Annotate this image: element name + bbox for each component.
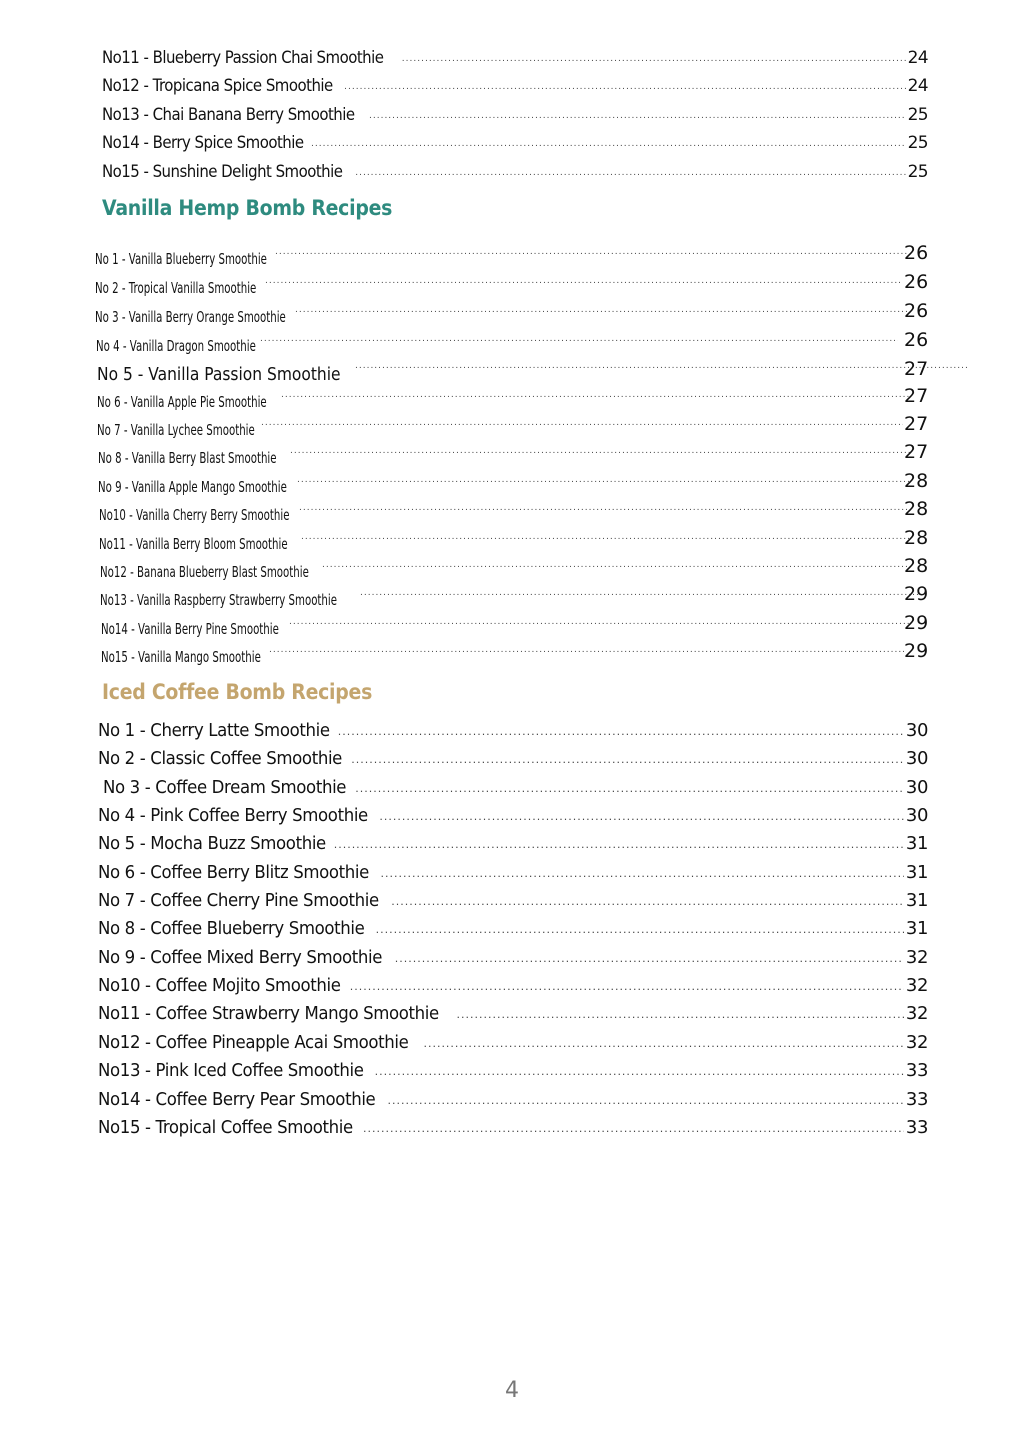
- toc-entry[interactable]: [98, 720, 928, 741]
- toc-entry[interactable]: [98, 805, 928, 826]
- toc-entry[interactable]: [101, 612, 929, 638]
- dot-leader: [289, 618, 911, 627]
- toc-entry-page: 28: [904, 470, 929, 492]
- toc-entry-page: 27: [904, 385, 929, 407]
- dot-leader: [388, 1095, 904, 1106]
- dot-leader: [363, 1123, 904, 1134]
- dot-leader: [395, 953, 904, 964]
- toc-entry[interactable]: [101, 640, 929, 666]
- toc-entry-page: 24: [907, 76, 928, 96]
- dot-leader: [355, 783, 904, 794]
- dot-leader: [355, 362, 969, 371]
- dot-leader: [260, 335, 898, 344]
- toc-entry-label: No 1 - Cherry Latte Smoothie: [98, 720, 330, 741]
- dot-leader: [375, 1066, 904, 1077]
- dot-leader: [351, 754, 904, 765]
- toc-entry-page: 26: [904, 242, 929, 264]
- toc-entry[interactable]: [97, 413, 929, 439]
- dot-leader: [344, 83, 905, 92]
- toc-entry[interactable]: [98, 748, 928, 769]
- toc-entry-page: 32: [905, 1032, 928, 1053]
- toc-entry[interactable]: [102, 48, 928, 68]
- toc-entry[interactable]: [95, 271, 929, 297]
- toc-entry-label: No15 - Sunshine Delight Smoothie: [102, 162, 343, 182]
- toc-entry-label: No 8 - Vanilla Berry Blast Smoothie: [98, 449, 277, 467]
- toc-entry[interactable]: [102, 133, 928, 153]
- toc-entry[interactable]: [98, 1003, 928, 1024]
- toc-entry[interactable]: [96, 329, 929, 355]
- toc-entry[interactable]: [98, 1060, 928, 1081]
- dot-leader: [391, 896, 904, 907]
- toc-entry-label: No13 - Vanilla Raspberry Strawberry Smoothie: [100, 591, 338, 609]
- toc-entry-page: 30: [905, 720, 928, 741]
- dot-leader: [297, 476, 909, 485]
- toc-entry-page: 33: [905, 1089, 928, 1110]
- toc-entry[interactable]: [98, 1117, 928, 1138]
- toc-entry-label: No 2 - Classic Coffee Smoothie: [98, 748, 343, 769]
- dot-leader: [275, 248, 907, 257]
- toc-entry-page: 33: [905, 1117, 928, 1138]
- toc-entry-page: 27: [904, 413, 929, 435]
- toc-entry-page: 29: [904, 640, 929, 662]
- toc-entry-label: No 3 - Coffee Dream Smoothie: [103, 777, 347, 798]
- toc-entry[interactable]: [98, 918, 928, 939]
- toc-entry-label: No 5 - Vanilla Passion Smoothie: [97, 364, 341, 385]
- toc-entry-label: No 9 - Vanilla Apple Mango Smoothie: [98, 478, 287, 496]
- toc-entry[interactable]: [98, 975, 928, 996]
- toc-entry[interactable]: [98, 833, 928, 854]
- dot-leader: [360, 589, 920, 598]
- page-number: 4: [505, 1378, 519, 1403]
- toc-entry-label: No13 - Pink Iced Coffee Smoothie: [98, 1060, 364, 1081]
- toc-entry-label: No11 - Coffee Strawberry Mango Smoothie: [98, 1003, 439, 1024]
- toc-entry-page: 29: [904, 612, 929, 634]
- dot-leader: [338, 726, 904, 737]
- dot-leader: [457, 1009, 904, 1020]
- dot-leader: [295, 306, 909, 315]
- dot-leader: [402, 55, 906, 64]
- toc-entry[interactable]: [98, 1032, 928, 1053]
- toc-entry-page: 32: [905, 975, 928, 996]
- toc-entry-label: No13 - Chai Banana Berry Smoothie: [102, 105, 355, 125]
- dot-leader: [350, 981, 904, 992]
- dot-leader: [290, 447, 912, 456]
- dot-leader: [301, 533, 911, 542]
- toc-entry[interactable]: [95, 242, 929, 268]
- toc-entry-page: 31: [905, 833, 928, 854]
- dot-leader: [423, 1038, 903, 1049]
- toc-entry[interactable]: [102, 76, 928, 96]
- toc-entry-label: No 9 - Coffee Mixed Berry Smoothie: [98, 947, 383, 968]
- toc-entry-label: No 4 - Pink Coffee Berry Smoothie: [98, 805, 368, 826]
- toc-entry-label: No10 - Coffee Mojito Smoothie: [98, 975, 341, 996]
- toc-entry[interactable]: [100, 583, 929, 609]
- toc-entry-page: 28: [904, 527, 929, 549]
- toc-entry-label: No14 - Berry Spice Smoothie: [102, 133, 304, 153]
- toc-entry-page: 28: [904, 498, 929, 520]
- dot-leader: [369, 112, 906, 121]
- toc-entry-page: 25: [907, 133, 928, 153]
- toc-entry-label: No15 - Vanilla Mango Smoothie: [101, 648, 261, 666]
- toc-entry[interactable]: [103, 777, 928, 798]
- toc-entry-page: 30: [905, 777, 928, 798]
- toc-entry[interactable]: [99, 527, 929, 553]
- dot-leader: [381, 868, 904, 879]
- toc-entry-page: 31: [905, 918, 928, 939]
- toc-entry-page: 24: [907, 48, 928, 68]
- toc-entry-label: No12 - Banana Blueberry Blast Smoothie: [100, 563, 309, 581]
- toc-entry-page: 29: [904, 583, 929, 605]
- toc-entry[interactable]: [97, 358, 929, 385]
- toc-entry-label: No14 - Vanilla Berry Pine Smoothie: [101, 620, 279, 638]
- toc-entry[interactable]: [97, 385, 929, 411]
- dot-leader: [311, 140, 906, 149]
- toc-entry-page: 30: [905, 748, 928, 769]
- toc-entry-label: No 6 - Coffee Berry Blitz Smoothie: [98, 862, 369, 883]
- toc-entry-label: No12 - Tropicana Spice Smoothie: [102, 76, 333, 96]
- toc-entry-label: No11 - Blueberry Passion Chai Smoothie: [102, 48, 384, 68]
- toc-entry-label: No 8 - Coffee Blueberry Smoothie: [98, 918, 365, 939]
- toc-entry[interactable]: [98, 947, 928, 968]
- toc-entry-page: 25: [907, 105, 928, 125]
- toc-entry-label: No15 - Tropical Coffee Smoothie: [98, 1117, 353, 1138]
- toc-entry[interactable]: [100, 555, 929, 581]
- dot-leader: [261, 419, 903, 428]
- toc-entry[interactable]: [98, 441, 929, 467]
- toc-entry[interactable]: [98, 470, 929, 496]
- toc-entry[interactable]: [95, 300, 929, 326]
- toc-entry-label: No12 - Coffee Pineapple Acai Smoothie: [98, 1032, 409, 1053]
- toc-entry-page: 26: [904, 271, 929, 293]
- toc-entry[interactable]: [98, 890, 928, 911]
- toc-entry-label: No 2 - Tropical Vanilla Smoothie: [95, 279, 257, 297]
- toc-entry[interactable]: [102, 105, 928, 125]
- toc-entry-page: 32: [905, 947, 928, 968]
- toc-entry-page: 25: [907, 162, 928, 182]
- toc-entry-label: No 7 - Coffee Cherry Pine Smoothie: [98, 890, 379, 911]
- toc-entry[interactable]: [98, 1089, 928, 1110]
- dot-leader: [281, 391, 909, 400]
- toc-entry-label: No 5 - Mocha Buzz Smoothie: [98, 833, 326, 854]
- toc-entry-page: 31: [905, 890, 928, 911]
- dot-leader: [322, 561, 912, 570]
- toc-entry-page: 32: [905, 1003, 928, 1024]
- toc-entry-page: 27: [904, 358, 929, 380]
- dot-leader: [299, 504, 911, 513]
- toc-entry-page: 28: [904, 555, 929, 577]
- toc-entry-label: No14 - Coffee Berry Pear Smoothie: [98, 1089, 376, 1110]
- toc-entry-label: No 4 - Vanilla Dragon Smoothie: [96, 337, 256, 355]
- toc-entry-page: 30: [905, 805, 928, 826]
- toc-entry-page: 26: [904, 300, 929, 322]
- toc-entry[interactable]: [102, 162, 928, 182]
- vanilla-section-heading: Vanilla Hemp Bomb Recipes: [102, 196, 393, 220]
- toc-entry[interactable]: [99, 498, 929, 524]
- toc-entry-label: No 7 - Vanilla Lychee Smoothie: [97, 421, 255, 439]
- toc-entry-page: 33: [905, 1060, 928, 1081]
- toc-entry-label: No10 - Vanilla Cherry Berry Smoothie: [99, 506, 290, 524]
- dot-leader: [376, 924, 904, 935]
- dot-leader: [265, 277, 901, 286]
- toc-entry-label: No 6 - Vanilla Apple Pie Smoothie: [97, 393, 267, 411]
- toc-entry-label: No 1 - Vanilla Blueberry Smoothie: [95, 250, 267, 268]
- dot-leader: [379, 811, 904, 822]
- toc-entry[interactable]: [98, 862, 928, 883]
- toc-entry-page: 27: [904, 441, 929, 463]
- coffee-section-heading: Iced Coffee Bomb Recipes: [102, 680, 373, 704]
- dot-leader: [269, 646, 905, 655]
- toc-entry-label: No 3 - Vanilla Berry Orange Smoothie: [95, 308, 286, 326]
- toc-entry-page: 31: [905, 862, 928, 883]
- toc-entry-label: No11 - Vanilla Berry Bloom Smoothie: [99, 535, 288, 553]
- dot-leader: [355, 169, 905, 178]
- toc-entry-page: 26: [904, 329, 929, 351]
- dot-leader: [334, 839, 904, 850]
